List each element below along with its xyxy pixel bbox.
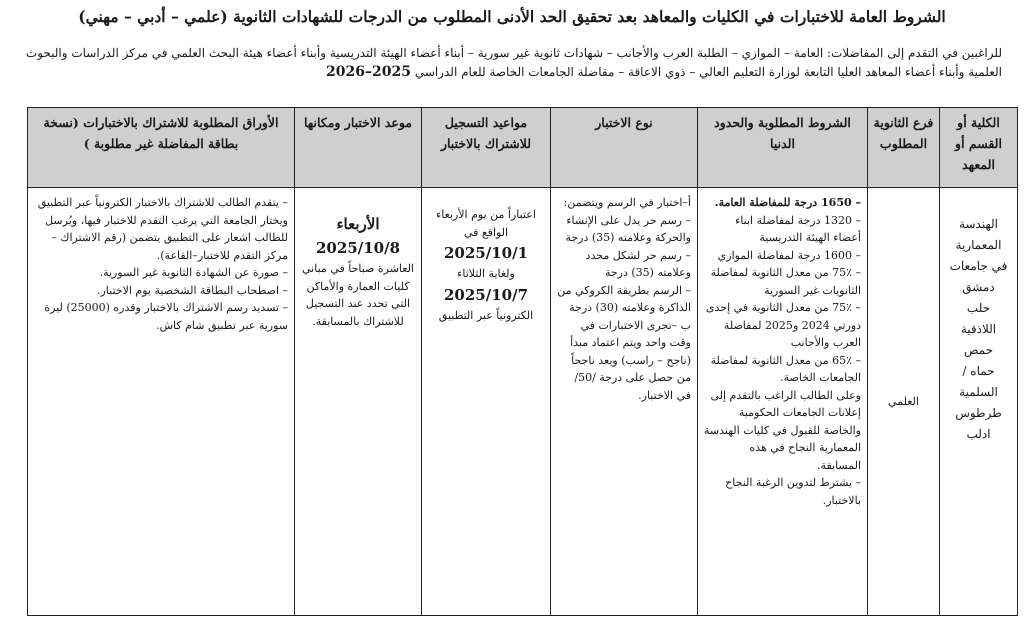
document-item: – صورة عن الشهادة الثانوية غير السورية. [99,266,288,279]
registration-from-date: 2025/10/1 [443,244,529,262]
faculty-name: الهندسة المعمارية في جامعات [949,217,1008,273]
branch-value: العلمي [888,394,919,408]
condition-item: – 65٪ من معدل الثانوية لمفاضلة الجامعات الخاصة. [710,353,861,384]
cell-faculty [940,188,1018,616]
condition-item: – 1320 درجة لمفاضلة ابناء أعضاء الهيئة التدريسية [735,213,861,244]
test-type-item: ب –تجرى الاختبارات في وقت واحد ويتم اعتماد مبدأ (ناجح – راسب) ويعد ناجحاً من حصل على درجة /50/ في الاختبار. [570,318,691,402]
intro-text: للراغبين في التقدم إلى المفاضلات: العامة – الموازي – الطلبة العرب والأجانب – شهادات ثانوية غير سورية – أبناء أعضاء الهيئة التدريسية وأبناء أعضاء هيئة البحث العلمي في مركز الدراسات والبحوث العلمية وأبناء أعضاء المعاهد العليا التابعة لوزارة التعليم العالي – ذوي الاعاقة – مفاضلة الجامعات الخاصة للعام الدراسي [25,46,1002,79]
academic-year: 2025–2026 [326,64,411,80]
cell-test-type [551,188,698,616]
header-branch: فرع الثانوية المطلوب [868,108,940,188]
cell-registration [422,188,551,616]
header-registration: مواعيد التسجيل للاشتراك بالاختبار [422,108,551,188]
condition-item: – يشترط لتدوين الرغبة النجاح بالاختبار. [725,476,861,507]
university-name: حلب [966,301,991,315]
page-title: الشروط العامة للاختبارات في الكليات والمعاهد بعد تحقيق الحد الأدنى المطلوب من الدرجات للشهادات الثانوية (علمي – أدبي – مهني) [78,7,946,26]
test-type-item: – رسم حر لشكل محدد وعلامته (35) درجة [585,248,691,279]
document-item: – اصطحاب البطاقة الشخصية يوم الاختبار. [96,283,288,297]
test-type-item: – رسم حر يدل على الإنشاء والحركة وعلامته (35) درجة [565,213,691,244]
university-name: دمشق [962,280,995,294]
condition-item: – 1650 درجة للمفاضلة العامة. [714,196,861,209]
condition-item: – 75٪ من معدل الثانوية لمفاضلة الثانويات غير السورية [710,266,861,297]
cell-test-date [295,188,422,616]
university-name: اللاذقية [960,322,997,336]
university-name: طرطوس [955,406,1002,420]
cell-documents [28,188,295,616]
condition-item: – 1600 درجة لمفاضلة الموازي [717,248,861,262]
test-date: 2025/10/8 [315,239,401,257]
cell-branch [868,188,940,616]
registration-to-text: ولغاية الثلاثاء [457,267,515,280]
test-type-item: – الرسم بطريقة الكروكي من الذاكرة وعلامته (30) درجة [557,283,691,314]
university-name: حمص [963,343,994,357]
condition-item: – 75٪ من معدل الثانوية في إحدى دورتي 2024 و2025 لمفاضلة العرب والأجانب [705,301,861,349]
conditions-table [27,107,1018,616]
test-type-item: أ–اختبار في الرسم ويتضمن: [563,196,691,209]
document-item: – يتقدم الطالب للاشتراك بالاختبار الكترونياً عبر التطبيق ويختار الجامعة التي يرغب التقدم للاختبار فيها، ويُرسل للطالب اشعار على التطبيق يتضمن (رقم الاشتراك – مركز التقدم للاختبار–القاعة). [37,196,288,262]
table-header-row [28,108,1018,188]
registration-from-text: اعتباراً من يوم الأربعاء الواقع في [436,208,536,239]
registration-to-date: 2025/10/7 [443,285,529,304]
university-name: حماه /السلمية [959,364,998,399]
registration-method: الكترونياً عبر التطبيق [438,308,534,322]
header-test-date: موعد الاختبار ومكانها [295,108,422,188]
test-details: العاشرة صباحاً في مباني كليات العمارة والأماكن التي تحدد عند التسجيل للاشتراك بالمسابقة. [302,262,414,328]
test-day: الأربعاء [336,215,380,233]
header-conditions: الشروط المطلوبة والحدود الدنيا [698,108,868,188]
header-faculty: الكلية أو القسم أو المعهد [940,108,1018,188]
condition-item: وعلى الطالب الراغب بالتقدم إلى إعلانات الجامعات الحكومية والخاصة للقبول في كليات الهندسة المعمارية النجاح في هذه المسابقة. [704,388,861,472]
table-row [28,188,1018,616]
document-item: – تسديد رسم الاشتراك بالاختبار وقدره (25000) ليرة سورية عبر تطبيق شام كاش. [44,301,288,332]
cell-conditions [698,188,868,616]
header-documents: الأوراق المطلوبة للاشتراك بالاختبارات (نسخة بطاقة المفاضلة غير مطلوبة ) [28,108,295,188]
intro-paragraph [22,44,1002,82]
header-test-type: نوع الاختبار [551,108,698,188]
university-name: ادلب [966,427,991,441]
